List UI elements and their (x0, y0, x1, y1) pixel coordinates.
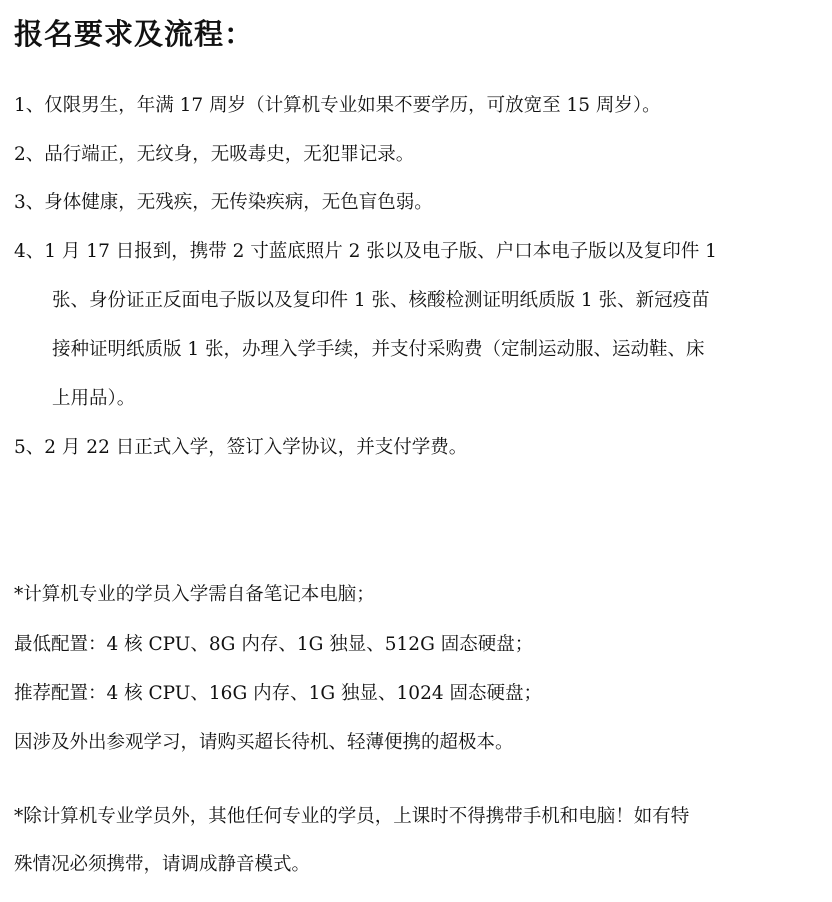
requirement-1: 1、仅限男生，年满 17 周岁（计算机专业如果不要学历，可放宽至 15 周岁）。 (14, 95, 661, 116)
requirement-4-line-2: 张、身份证正反面电子版以及复印件 1 张、核酸检测证明纸质版 1 张、新冠疫苗 (52, 290, 710, 311)
requirement-4-line-4: 上用品）。 (52, 388, 136, 409)
minimum-config: 最低配置：4 核 CPU、8G 内存、1G 独显、512G 固态硬盘； (14, 634, 534, 655)
requirement-4-line-1: 4、1 月 17 日报到，携带 2 寸蓝底照片 2 张以及电子版、户口本电子版以及复印件 1 (14, 241, 717, 262)
requirement-5: 5、2 月 22 日正式入学，签订入学协议，并支付学费。 (14, 437, 468, 458)
page-title: 报名要求及流程： (14, 17, 255, 51)
phone-note-line-2: 殊情况必须携带，请调成静音模式。 (14, 854, 311, 875)
laptop-advice: 因涉及外出参观学习，请购买超长待机、轻薄便携的超极本。 (14, 732, 514, 753)
requirement-2: 2、品行端正，无纹身，无吸毒史，无犯罪记录。 (14, 144, 415, 165)
phone-note-line-1: *除计算机专业学员外，其他任何专业的学员，上课时不得携带手机和电脑！如有特 (14, 806, 690, 827)
requirement-3: 3、身体健康，无残疾，无传染疾病，无色盲色弱。 (14, 192, 433, 213)
recommended-config: 推荐配置：4 核 CPU、16G 内存、1G 独显、1024 固态硬盘； (14, 683, 542, 704)
computer-note-intro: *计算机专业的学员入学需自备笔记本电脑； (14, 584, 375, 605)
requirement-4-line-3: 接种证明纸质版 1 张，办理入学手续，并支付采购费（定制运动服、运动鞋、床 (52, 339, 705, 360)
